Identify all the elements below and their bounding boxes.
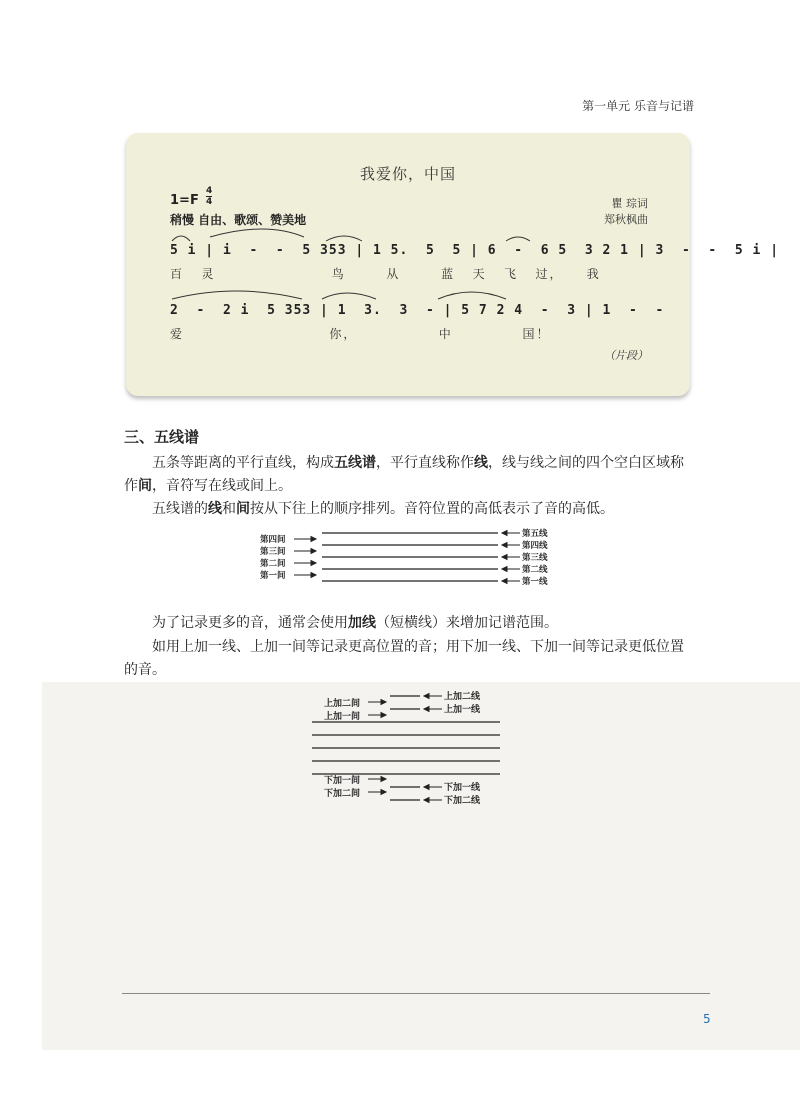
notation-line1: 5 i | i - - 5 353 | 1 5. 5 5 | 6 - 6 5 3 2 1 | 3 - - 5 i | xyxy=(170,243,780,258)
line-label-1: 第一线 xyxy=(522,577,548,587)
upper-line-2-label: 上加二线 xyxy=(444,692,481,702)
lower-line-1-label: 下加一线 xyxy=(444,783,481,793)
line-label-5: 第五线 xyxy=(522,529,548,539)
upper-line-1-label: 上加一线 xyxy=(444,705,481,715)
song-title: 我爱你，中国 xyxy=(359,165,456,183)
running-header: 第一单元 乐音与记谱 xyxy=(582,99,694,113)
space-label-4: 第四间 xyxy=(260,535,286,545)
space-label-2: 第二间 xyxy=(260,559,286,569)
lyricist-credit: 瞿 琮词 xyxy=(611,197,648,210)
score-box xyxy=(126,133,780,396)
lyrics-line2: 爱 你， 中 国！ xyxy=(170,327,551,341)
upper-space-2-label: 上加二间 xyxy=(324,699,361,709)
key-signature: 1=F xyxy=(170,193,199,208)
lower-line-2-label: 下加二线 xyxy=(444,796,481,806)
p1-text-e: ，线与线之间的四个空白区域称作 xyxy=(124,455,684,494)
p2-text-c: 和 xyxy=(222,501,236,517)
lyrics-line1: 百 灵 鸟 从 蓝 天 飞 过， 我 xyxy=(170,267,601,281)
fragment-label: （片段） xyxy=(604,349,648,362)
staff-diagram xyxy=(250,524,570,594)
composer-credit: 郑秋枫曲 xyxy=(604,213,648,226)
lower-space-1-label: 下加一间 xyxy=(324,776,361,786)
time-top: 4 xyxy=(206,186,213,196)
line-label-2: 第二线 xyxy=(522,565,548,575)
section-heading: 三、五线谱 xyxy=(124,428,200,446)
page-number: 5 xyxy=(703,1012,711,1026)
p2-term-space: 间 xyxy=(236,501,250,517)
p1-text-g: ，音符写在线或间上。 xyxy=(152,478,292,494)
p3-text-a: 为了记录更多的音，通常会使用 xyxy=(152,615,348,631)
p2-text-a: 五线谱的 xyxy=(152,501,208,517)
time-bottom: 4 xyxy=(206,197,213,207)
upper-space-1-label: 上加一间 xyxy=(324,712,361,722)
ledger-diagram xyxy=(310,688,550,808)
paragraph-ledger-usage: 如用上加一线、上加一间等记录更高位置的音；用下加一线、下加一间等记录更低位置的音。 xyxy=(124,639,684,678)
time-signature xyxy=(206,186,212,207)
paragraph-ledger-intro xyxy=(124,612,688,635)
space-label-1: 第一间 xyxy=(260,571,286,581)
tempo-marking: 稍慢 自由、歌颂、赞美地 xyxy=(170,213,307,227)
lower-space-2-label: 下加二间 xyxy=(324,789,361,799)
p2-text-e: 按从下往上的顺序排列。音符位置的高低表示了音的高低。 xyxy=(250,501,614,517)
paragraph-staff-definition xyxy=(124,452,688,498)
p1-term-line: 线 xyxy=(474,455,488,471)
footer-rule xyxy=(122,993,710,994)
notation-line2: 2 - 2 i 5 353 | 1 3. 3 - | 5 7 2 4 - 3 | 1 - - xyxy=(170,303,674,318)
p1-text-a: 五条等距离的平行直线，构成 xyxy=(152,455,334,471)
p3-term-ledger: 加线 xyxy=(348,615,376,631)
line-label-4: 第四线 xyxy=(522,541,548,551)
paragraph-order xyxy=(124,498,688,521)
p1-term-staff: 五线谱 xyxy=(334,455,376,471)
p1-term-space: 间 xyxy=(138,478,152,494)
p2-term-line: 线 xyxy=(208,501,222,517)
p1-text-c: ，平行直线称作 xyxy=(376,455,474,471)
line-label-3: 第三线 xyxy=(522,553,548,563)
space-label-3: 第三间 xyxy=(260,547,286,557)
p3-text-c: （短横线）来增加记谱范围。 xyxy=(376,615,558,631)
